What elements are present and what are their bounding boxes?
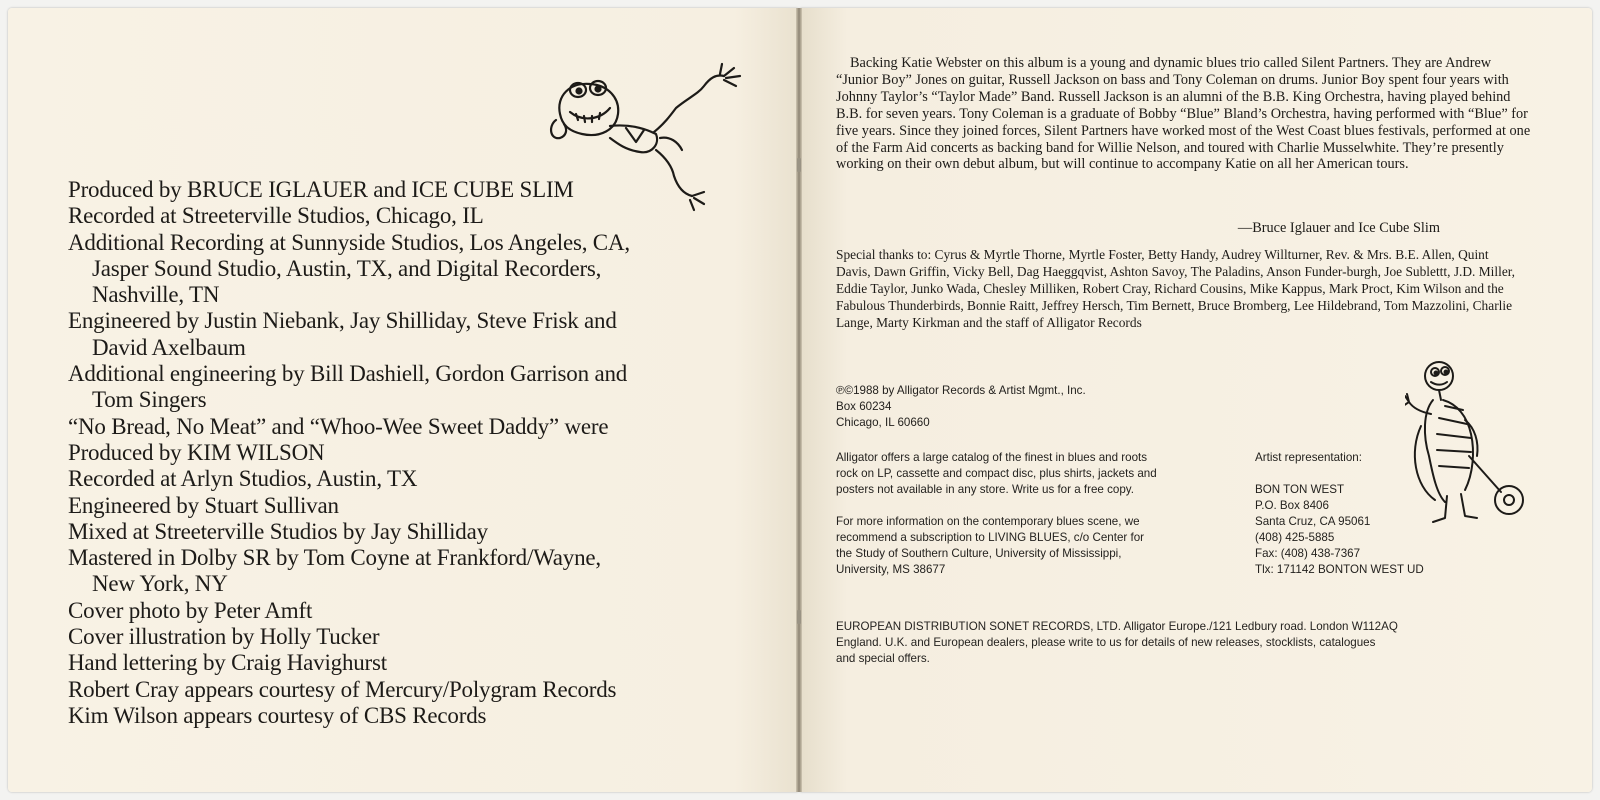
band-bio xyxy=(836,55,1536,173)
living-line: For more information on the contemporary blues scene, we xyxy=(836,515,1140,528)
euro-line: and special offers. xyxy=(836,652,930,665)
agency-box: P.O. Box 8406 xyxy=(1255,499,1329,512)
catalog-note xyxy=(836,450,1236,498)
credit-line: Recorded at Streeterville Studios, Chicago, IL xyxy=(68,203,484,229)
credit-line: Produced by BRUCE IGLAUER and ICE CUBE SLIM xyxy=(68,177,574,202)
european-distribution xyxy=(836,619,1516,667)
agency-phone: (408) 425-5885 xyxy=(1255,531,1335,544)
credit-line: Mastered in Dolby SR by Tom Coyne at Frankford/Wayne, xyxy=(68,545,601,571)
agency-telex: Tlx: 171142 BONTON WEST UD xyxy=(1255,563,1424,576)
credit-line: Recorded at Arlyn Studios, Austin, TX xyxy=(68,466,418,492)
credit-line: Mixed at Streeterville Studios by Jay Shilliday xyxy=(68,518,488,544)
living-line: the Study of Southern Culture, University of Mississippi, xyxy=(836,547,1122,560)
address-line: Box 60234 xyxy=(836,400,892,413)
credit-line: Kim Wilson appears courtesy of CBS Records xyxy=(68,702,487,728)
credit-line: “No Bread, No Meat” and “Whoo-Wee Sweet Daddy” were xyxy=(68,413,609,439)
credit-line: Additional Recording at Sunnyside Studios, Los Angeles, CA, xyxy=(68,229,630,255)
euro-line: England. U.K. and European dealers, please write to us for details of new releases, stocklists, catalogues xyxy=(836,636,1376,649)
staple xyxy=(797,158,801,172)
living-line: University, MS 38677 xyxy=(836,563,946,576)
special-thanks: Special thanks to: Cyrus & Myrtle Thorne, Myrtle Foster, Betty Handy, Audrey Willturner, Rev. & Mrs. B.E. Allen, Quint Davis, Dawn Griffin, Vicky Bell, Dag Haeggqvist, Ashton Savoy, The Paladins, Anson Funder-burgh, Joe Sublettt, J.D. Miller, Eddie Taylor, Junko Wada, Chesley Milliken, Robert Cray, Richard Cousins, Mike Kappus, Mark Proct, Kim Wilson and the Fabulous Thunderbirds, Bonnie Raitt, Jeffrey Hersch, Tim Bernett, Bruce Bromberg, Lee Hildebrand, Tom Mazzolini, Charlie Lange, Marty Kirkman and the staff of Alligator Records xyxy=(836,247,1516,330)
credit-line: Engineered by Justin Niebank, Jay Shilliday, Steve Frisk and xyxy=(68,308,617,334)
staple xyxy=(797,610,801,624)
living-line: recommend a subscription to LIVING BLUES, c/o Center for xyxy=(836,531,1145,544)
copyright-block xyxy=(836,383,1216,431)
credit-line: Cover photo by Peter Amft xyxy=(68,597,313,623)
euro-line: EUROPEAN DISTRIBUTION SONET RECORDS, LTD. Alligator Europe./121 Ledbury road. London W112AQ xyxy=(836,620,1398,633)
spine-fold xyxy=(796,8,802,792)
agency-name: BON TON WEST xyxy=(1255,483,1345,496)
catalog-line: Alligator offers a large catalog of the finest in blues and roots xyxy=(836,451,1148,464)
living-blues-note xyxy=(836,514,1236,578)
credit-line: Additional engineering by Bill Dashiell, Gordon Garrison and xyxy=(68,361,628,387)
credit-line: David Axelbaum xyxy=(92,334,246,360)
credit-line: Engineered by Stuart Sullivan xyxy=(68,492,339,518)
credit-line: Produced by KIM WILSON xyxy=(68,439,325,465)
agency-fax: Fax: (408) 438-7367 xyxy=(1255,547,1361,560)
credit-line: Cover illustration by Holly Tucker xyxy=(68,624,380,650)
agency-city: Santa Cruz, CA 95061 xyxy=(1255,515,1371,528)
artist-heading: Artist representation: xyxy=(1255,451,1362,464)
address-line: Chicago, IL 60660 xyxy=(836,416,930,429)
credit-line: Jasper Sound Studio, Austin, TX, and Digital Recorders, xyxy=(92,255,602,281)
copyright-line: ℗©1988 by Alligator Records & Artist Mgmt., Inc. xyxy=(836,384,1086,397)
catalog-line: posters not available in any store. Write us for a free copy. xyxy=(836,483,1134,496)
catalog-line: rock on LP, cassette and compact disc, plus shirts, jackets and xyxy=(836,467,1157,480)
credit-line: Robert Cray appears courtesy of Mercury/Polygram Records xyxy=(68,676,617,702)
credit-line: New York, NY xyxy=(92,571,228,597)
credits-list xyxy=(68,177,768,729)
signature: —Bruce Iglauer and Ice Cube Slim xyxy=(1237,220,1440,236)
credit-line: Tom Singers xyxy=(92,387,207,413)
bio-paragraph: Backing Katie Webster on this album is a young and dynamic blues trio called Silent Partners. They are Andrew “Junior Boy” Jones on guitar, Russell Jackson on bass and Tony Coleman on drums. Junior Boy spent four years with Johnny Taylor’s “Taylor Made” Band. Russell Jackson is an alumni of the B.B. King Orchestra, having played behind B.B. for seven years. Tony Coleman is a graduate of Bobby “Blue” Bland’s Orchestra, having performed with “Blue” for five years. Since they joined forces, Silent Partners have worked most of the West Coast blues festivals, performed at one of the Farm Aid concerts as backing band for Willie Nelson, and toured with Charlie Musselwhite. They’re presently working on their own debut album, but will continue to accompany Katie on all her American tours. xyxy=(836,55,1531,173)
credit-line: Hand lettering by Craig Havighurst xyxy=(68,650,387,676)
turtle-guitar-illustration-icon xyxy=(1405,356,1535,536)
credit-line: Nashville, TN xyxy=(92,282,220,308)
